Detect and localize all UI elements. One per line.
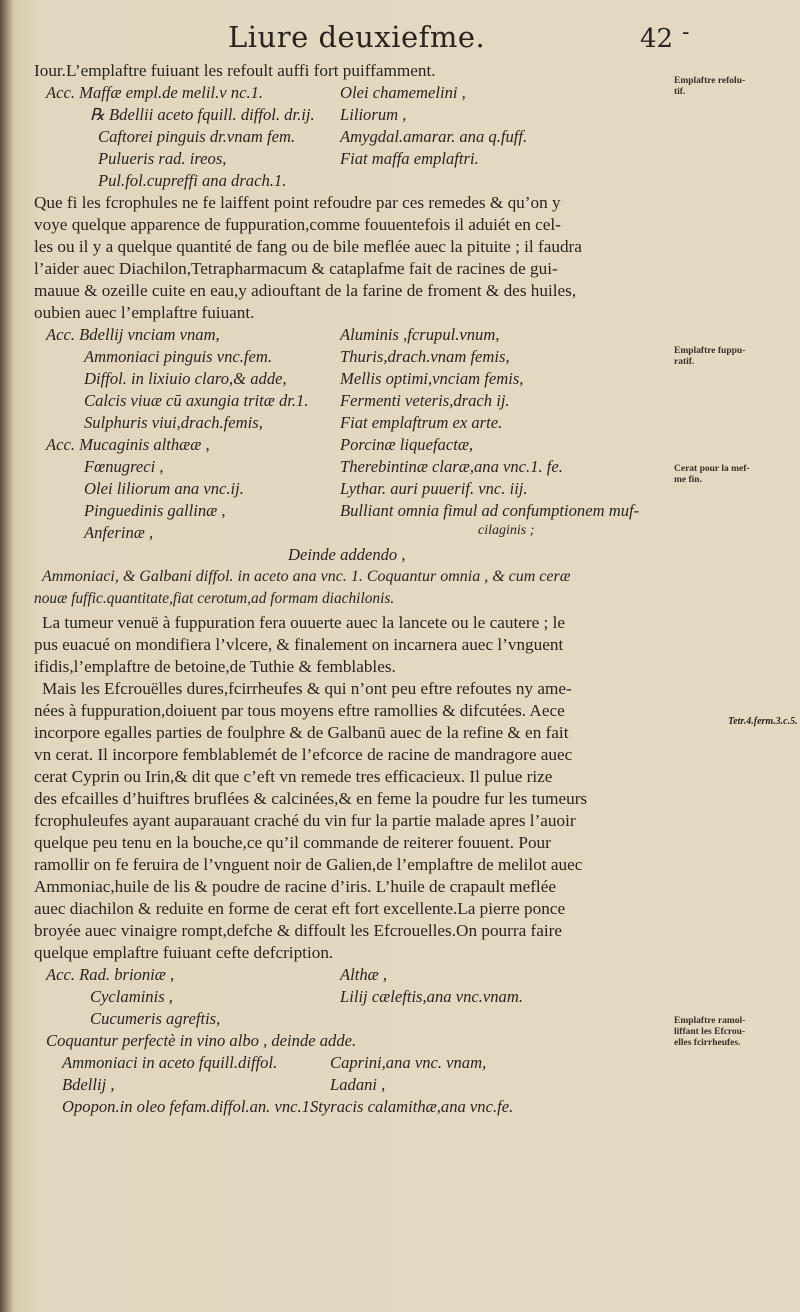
text-line: nées à fuppuration,doiuent par tous moyens eftre ramollies & difcutées. Aece xyxy=(34,701,565,720)
margin-note: Emplaftre fuppu- ratif. xyxy=(674,346,746,367)
header-dash: - xyxy=(682,20,690,45)
recipe-line: Anferinæ , xyxy=(84,523,154,542)
recipe-line: Caftorei pinguis dr.vnam fem. xyxy=(98,127,296,146)
recipe-line: Acc. Mucaginis althææ , xyxy=(46,435,210,454)
recipe-line: Olei chamemelini , xyxy=(340,83,466,102)
recipe-line: nouæ fuffic.quantitate,fiat cerotum,ad formam diachilonis. xyxy=(34,590,395,607)
recipe-line: cilaginis ; xyxy=(478,523,535,538)
recipe-line: Liliorum , xyxy=(340,105,407,124)
recipe-line: Acc. Maffæ empl.de melil.v nc.1. xyxy=(46,83,264,102)
recipe-line: Lilij cæleftis,ana vnc.vnam. xyxy=(340,987,523,1006)
recipe-line: Diffol. in lixiuio claro,& adde, xyxy=(84,369,287,388)
text-line: oubien auec l’emplaftre fuiuant. xyxy=(34,303,255,322)
recipe-line: Olei liliorum ana vnc.ij. xyxy=(84,479,244,498)
recipe-line: Ammoniaci pinguis vnc.fem. xyxy=(84,347,273,366)
recipe-line: Ladani , xyxy=(330,1075,386,1094)
recipe-line: Opopon.in oleo fefam.diffol.an. vnc.1. xyxy=(62,1097,315,1116)
text-line: quelque emplaftre fuiuant cefte defcription. xyxy=(34,943,334,962)
recipe-line: Mellis optimi,vnciam femis, xyxy=(340,369,524,388)
margin-note: Cerat pour la mef- me fin. xyxy=(674,464,750,485)
text-line: des efcailles d’huiftres bruflées & calcinées,& en feme la poudre fur les tumeurs xyxy=(34,789,588,808)
recipe-line: Lythar. auri puuerif. vnc. iij. xyxy=(340,479,528,498)
recipe-line: Amygdal.amarar. ana q.fuff. xyxy=(340,127,528,146)
margin-note: Emplaftre refolu- tif. xyxy=(674,76,746,97)
recipe-line: Thuris,drach.vnam femis, xyxy=(340,347,510,366)
recipe-line: Ammoniaci, & Galbani diffol. in aceto ana vnc. 1. Coquantur omnia , & cum ceræ xyxy=(42,568,571,585)
recipe-line: Aluminis ,fcrupul.vnum, xyxy=(340,325,500,344)
recipe-line: Deinde addendo , xyxy=(288,545,406,564)
text-line: La tumeur venuë à fuppuration fera ouuerte auec la lancete ou le cautere ; le xyxy=(42,613,565,632)
text-line: incorpore egalles parties de foulphre & de Galbanū auec de la refine & en fait xyxy=(34,723,569,742)
running-title: Liure deuxiefme. xyxy=(228,20,486,54)
recipe-line: Pulueris rad. ireos, xyxy=(98,149,227,168)
recipe-line: Cucumeris agreftis, xyxy=(90,1009,221,1028)
text-line: mauue & ozeille cuite en eau,y adiouftant de la farine de froment & des huiles, xyxy=(34,281,577,300)
recipe-line: Althæ , xyxy=(340,965,388,984)
page-number: 42 xyxy=(640,24,674,54)
text-line: ifidis,l’emplaftre de betoine,de Tuthie & femblables. xyxy=(34,657,396,676)
recipe-line: Therebintinæ claræ,ana vnc.1. fe. xyxy=(340,457,563,476)
text-line: fcrophuleufes ayant auparauant craché du vin fur la partie malade apres l’auoir xyxy=(34,811,576,830)
recipe-line: Ammoniaci in aceto fquill.diffol. xyxy=(62,1053,278,1072)
margin-reference: Tetr.4.ferm.3.c.5. xyxy=(728,716,798,727)
text-line: pus euacué on mondifiera l’vlcere, & finalement on incarnera auec l’vnguent xyxy=(34,635,564,654)
text-line: Iour.L’emplaftre fuiuant les refoult auffi fort puiffamment. xyxy=(34,61,436,80)
recipe-line: Calcis viuæ cū axungia tritæ dr.1. xyxy=(84,391,309,410)
text-line: vn cerat. Il incorpore femblablemét de l’efcorce de racine de mandragore auec xyxy=(34,745,573,764)
recipe-line: Caprini,ana vnc. vnam, xyxy=(330,1053,487,1072)
recipe-line: Fiat maffa emplaftri. xyxy=(340,149,479,168)
recipe-line: ℞ Bdellii aceto fquill. diffol. dr.ij. xyxy=(90,105,315,124)
text-line: Ammoniac,huile de lis & poudre de racine d’iris. L’huile de crapault meflée xyxy=(34,877,556,896)
text-line: les ou il y a quelque quantité de fang ou de bile meflée auec la pituite ; il faudra xyxy=(34,237,582,256)
recipe-line: Porcinæ liquefactæ, xyxy=(340,435,474,454)
recipe-line: Fœnugreci , xyxy=(84,457,164,476)
text-line: quelque peu tenu en la bouche,ce qu’il commande de reiterer fouuent. Pour xyxy=(34,833,551,852)
recipe-line: Sulphuris viui,drach.femis, xyxy=(84,413,263,432)
recipe-line: Bulliant omnia fimul ad confumptionem muf- xyxy=(340,501,640,520)
recipe-line: Acc. Rad. brioniæ , xyxy=(46,965,175,984)
recipe-line: Acc. Bdellij vnciam vnam, xyxy=(46,325,220,344)
recipe-line: Coquantur perfectè in vino albo , deinde adde. xyxy=(46,1031,357,1050)
recipe-line: Pinguedinis gallinæ , xyxy=(84,501,226,520)
recipe-line: Fermenti veteris,drach ij. xyxy=(340,391,510,410)
text-line: auec diachilon & reduite en forme de cerat eft fort excellente.La pierre ponce xyxy=(34,899,566,918)
page-header xyxy=(0,20,800,60)
recipe-line: Cyclaminis , xyxy=(90,987,173,1006)
text-line: voye quelque apparence de fuppuration,comme fouuentefois il aduiét en cel- xyxy=(34,215,561,234)
text-line: broyée auec vinaigre rompt,defche & diffoult les Efcrouelles.On pourra faire xyxy=(34,921,562,940)
text-line: Mais les Efcrouëlles dures,fcirrheufes & qui n’ont peu eftre refoutes ny ame- xyxy=(42,679,572,698)
recipe-line: Styracis calamithæ,ana vnc.fe. xyxy=(310,1097,514,1116)
recipe-line: Pul.fol.cupreffi ana drach.1. xyxy=(98,171,287,190)
recipe-line: Fiat emplaftrum ex arte. xyxy=(340,413,503,432)
text-line: Que fi les fcrophules ne fe laiffent point refoudre par ces remedes & qu’on y xyxy=(34,193,561,212)
text-line: ramollir on fe feruira de l’vnguent noir de Galien,de l’emplaftre de melilot auec xyxy=(34,855,583,874)
margin-note: Emplaftre ramol- liffant les Efcrou- elles fcirrheufes. xyxy=(674,1016,746,1048)
text-line: l’aider auec Diachilon,Tetrapharmacum & cataplafme fait de racines de gui- xyxy=(34,259,558,278)
text-line: cerat Cyprin ou Irin,& dit que c’eft vn remede tres efficacieux. Il pulue rize xyxy=(34,767,553,786)
recipe-line: Bdellij , xyxy=(62,1075,115,1094)
